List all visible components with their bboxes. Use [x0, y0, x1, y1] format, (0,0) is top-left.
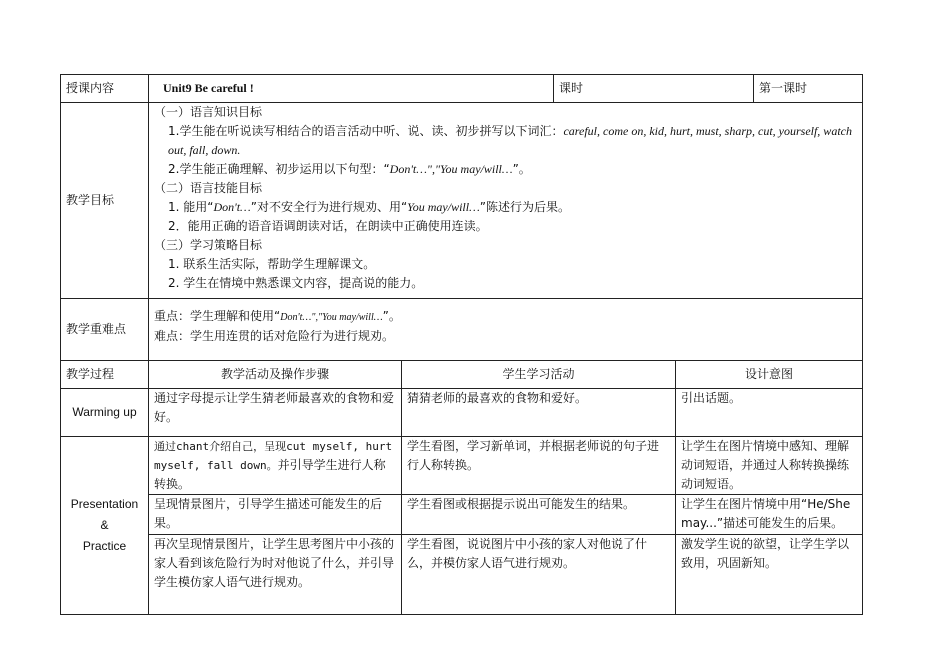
presentation-row-3: [61, 535, 863, 615]
goals-label: 教学目标: [61, 103, 149, 299]
presentation-label: Presentation & Practice: [61, 437, 149, 615]
warming-label: Warming up: [61, 389, 149, 437]
col-students-header: 学生学习活动: [402, 361, 676, 389]
presentation-students-2: 学生看图或根据提示说出可能发生的结果。: [402, 495, 676, 535]
warming-steps: 通过字母提示让学生猜老师最喜欢的食物和爱好。: [149, 389, 402, 437]
lesson-plan-table: [60, 74, 863, 615]
knowledge-item-1: 1.学生能在听说读写相结合的语言活动中听、说、读、初步拼写以下词汇：careful, come on, kid, hurt, must, sharp, cut, yourself, watch out, fall, down.: [168, 124, 852, 157]
presentation-intent-1: 让学生在图片情境中感知、理解动词短语，并通过人称转换操练动词短语。: [676, 437, 863, 495]
period-value: 第一课时: [754, 75, 863, 103]
keypoints-label: 教学重难点: [61, 299, 149, 361]
presentation-steps-3: 再次呈现情景图片，让学生思考图片中小孩的家人看到该危险行为时对他说了什么，并引导学生模仿家人语气进行规劝。: [149, 535, 402, 615]
unit-title: Unit9 Be careful !: [149, 75, 554, 103]
warming-intent: 引出话题。: [676, 389, 863, 437]
presentation-row-1: [61, 437, 863, 495]
process-label: 教学过程: [61, 361, 149, 389]
strategy-item-2: 2. 学生在情境中熟悉课文内容，提高说的能力。: [168, 276, 424, 290]
skill-item-2: 2．能用正确的语音语调朗读对话，在朗读中正确使用连读。: [168, 219, 488, 233]
col-steps-header: 教学活动及操作步骤: [149, 361, 402, 389]
difficult-point: 难点：学生用连贯的话对危险行为进行规劝。: [154, 329, 395, 343]
goals-row: [61, 103, 863, 299]
warming-students: 猜猜老师的最喜欢的食物和爱好。: [402, 389, 676, 437]
key-point: 重点：学生理解和使用“Don't…","You may/will…”。: [154, 309, 401, 323]
presentation-students-3: 学生看图，说说图片中小孩的家人对他说了什么，并模仿家人语气进行规劝。: [402, 535, 676, 615]
goals-content: [149, 103, 863, 299]
strategy-heading: （三）学习策略目标: [154, 238, 263, 252]
knowledge-heading: （一）语言知识目标: [154, 105, 263, 119]
header-row: [61, 75, 863, 103]
col-intent-header: 设计意图: [676, 361, 863, 389]
presentation-row-2: [61, 495, 863, 535]
process-header-row: [61, 361, 863, 389]
presentation-students-1: 学生看图，学习新单词，并根据老师说的句子进行人称转换。: [402, 437, 676, 495]
presentation-intent-3: 激发学生说的欲望，让学生学以致用，巩固新知。: [676, 535, 863, 615]
skill-heading: （二）语言技能目标: [154, 181, 263, 195]
skill-item-1: 1. 能用“Don't…”对不安全行为进行规劝、用“You may/will…”陈述行为后果。: [168, 200, 570, 214]
presentation-steps-1: 通过chant介绍自己，呈现cut myself, hurt myself, fall down。并引导学生进行人称转换。: [149, 437, 402, 495]
knowledge-item-2: 2.学生能正确理解、初步运用以下句型：“Don't…","You may/will…”。: [168, 162, 531, 176]
presentation-steps-2: 呈现情景图片，引导学生描述可能发生的后果。: [149, 495, 402, 535]
keypoints-content: [149, 299, 863, 361]
warming-row: [61, 389, 863, 437]
period-label: 课时: [554, 75, 754, 103]
presentation-intent-2: 让学生在图片情境中用“He/She may...”描述可能发生的后果。: [676, 495, 863, 535]
course-label: 授课内容: [61, 75, 149, 103]
strategy-item-1: 1. 联系生活实际，帮助学生理解课文。: [168, 257, 376, 271]
keypoints-row: [61, 299, 863, 361]
